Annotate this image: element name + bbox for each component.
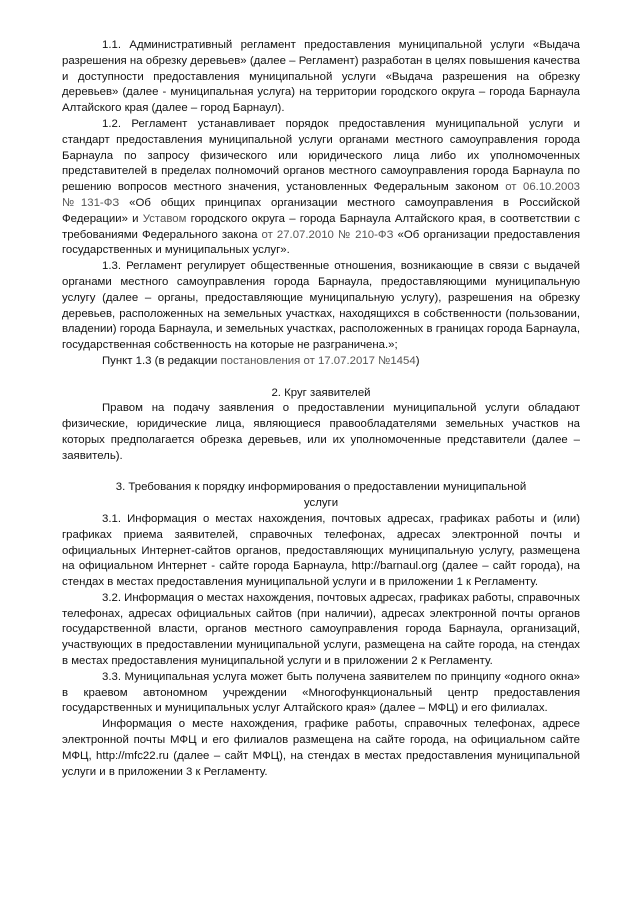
paragraph-1-3: 1.3. Регламент регулирует общественные отношения, возникающие в связи с выдачей органами местного самоуправления города Барнаула, предоставляющими муниципальную услугу (далее – органы, предоставляющие муниципальную услугу), разрешения на обрезку деревьев, расположенных на земельных участках, находящихся в собственности (пользовании, владении) города Барнаула, и земельных участках, расположенных в границах города Барнаула, государственная собственность на которые не разграничена.»; [62, 260, 580, 352]
law-link-210-fz[interactable]: от 27.07.2010 № 210-ФЗ [261, 228, 394, 241]
section-3-heading: 3. Требования к порядку информирования о предоставлении муниципальной услуги [115, 481, 527, 510]
revision-note-text-b: ) [415, 354, 420, 367]
paragraph-3-1: 3.1. Информация о местах нахождения, почтовых адресах, графиках работы и (или) графиках приема заявителей, справочных телефонах, адресах электронной почты и официальных Интернет-сайтов органов, предоставляющих муниципальную услугу, размещена на официальном Интернет - сайте города Барнаула, http://barnaul.org (далее – сайт города), на стендах в местах предоставления муниципальной услуги и в приложении 1 к Регламенту. [62, 512, 580, 589]
paragraph-1-2 [62, 117, 580, 259]
section-2-heading: 2. Круг заявителей [271, 386, 371, 399]
paragraph-1-2-text-a: 1.2. Регламент устанавливает порядок предоставления муниципальной услуги и стандарт предоставления муниципальной услуги органами местного самоуправления города Барнаула по запросу физического или юридического лица либо их уполномоченных представителей в пределах полномочий органов местного самоуправления города Барнаула по решению вопросов местного значения, установленных Федеральным законом [62, 117, 580, 194]
revision-note-text-a: Пункт 1.3 (в редакции [102, 354, 221, 367]
revision-note [62, 354, 580, 370]
document-page [62, 38, 580, 780]
paragraph-1-2-text-c: городского округа – города Барнаула Алтайского края, в соответствии с требованиями Федерального закона [62, 212, 580, 241]
paragraph-3-2: 3.2. Информация о местах нахождения, почтовых адресах, графиках работы, справочных телефонах, адресах официальных сайтов (при наличии), адресах электронной почты органов государственной власти, органов местного самоуправления города Барнаула, организаций, участвующих в предоставлении муниципальной услуги, размещена на сайте города, на стендах в местах предоставления муниципальной услуги и в приложении 2 к Регламенту. [62, 591, 580, 668]
paragraph-2: Правом на подачу заявления о предоставлении муниципальной услуги обладают физические, юридические лица, являющиеся правообладателями земельных участков на которых предполагается обрезка деревьев, или их уполномоченные представители (далее – заявитель). [62, 402, 580, 462]
paragraph-1-1: 1.1. Административный регламент предоставления муниципальной услуги «Выдача разрешения на обрезку деревьев» (далее – Регламент) разработан в целях повышения качества и доступности предоставления муниципальной услуги «Выдача разрешения на обрезку деревьев» (далее - муниципальная услуга) на территории городского округа – города Барнаула Алтайского края (далее – город Барнаул). [62, 39, 580, 115]
charter-link[interactable]: Уставом [142, 212, 187, 225]
paragraph-3-4: Информация о месте нахождения, графике работы, справочных телефонах, адресе электронной почты МФЦ и его филиалов размещена на сайте города, на официальном сайте МФЦ, http://mfc22.ru (далее – сайт МФЦ), на стендах в местах предоставления муниципальной услуги и в приложении 3 к Регламенту. [62, 718, 580, 778]
paragraph-1-2-text-b: «Об общих принципах организации местного самоуправления в Российской Федерации» и [62, 196, 580, 225]
revision-link[interactable]: постановления от 17.07.2017 №1454 [220, 354, 416, 367]
paragraph-1-2-text-d: «Об организации предоставления государственных и муниципальных услуг». [62, 228, 580, 257]
law-link-131-fz[interactable]: от 06.10.2003 №131-ФЗ [62, 181, 580, 209]
paragraph-3-3: 3.3. Муниципальная услуга может быть получена заявителем по принципу «одного окна» в краевом автономном учреждении «Многофункциональный центр предоставления государственных и муниципальных услуг Алтайского края» (далее – МФЦ) и его филиалах. [62, 670, 580, 715]
